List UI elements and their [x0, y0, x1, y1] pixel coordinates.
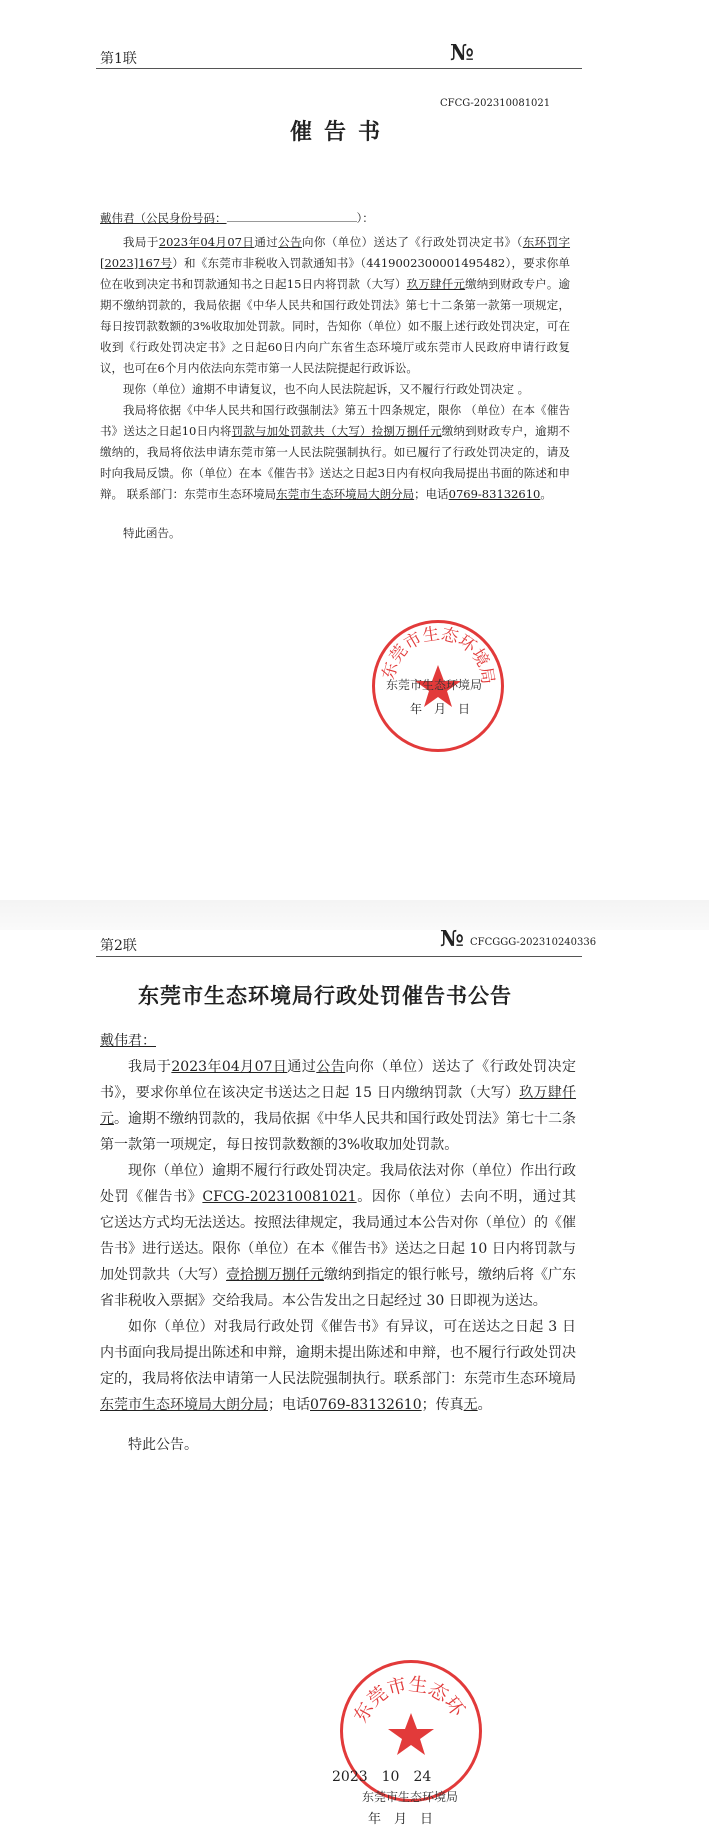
page-title: 催告书 [290, 119, 393, 145]
body-text-1 [100, 232, 570, 544]
fax-number: 无 [463, 1397, 478, 1413]
contact-branch: 东莞市生态环境局大朗分局 [100, 1397, 268, 1413]
closing-line: 特此公告。 [128, 1437, 198, 1453]
page-gap [0, 900, 709, 930]
fine-amount: 玖万肆仟元 [100, 1085, 577, 1127]
date-field: 2023年04月07日 [171, 1059, 288, 1075]
notice-page-1 [0, 0, 709, 900]
sign-date: 年 月 日 [410, 702, 471, 716]
document-code: CFCG-202310081021 [440, 98, 551, 109]
svg-text:东莞市生态环境局: 东莞市生态环境局 [378, 624, 498, 686]
closing-line: 特此函告。 [123, 526, 181, 540]
delivery-method: 公告 [278, 235, 303, 249]
total-amount: 捡捌万捌仟元 [371, 424, 442, 438]
paragraph-3: 如你（单位）对我局行政处罚《催告书》有异议，可在送达之日起 3 日内书面向我局提出陈述和申辩，逾期未提出陈述和申辩，也不履行行政处罚决定的，我局将依法申请第一人民法院强制执行。联系部门：东莞市生态环境局东莞市生态环境局大朗分局；电话0769-83132610；传真无。 [100, 1319, 576, 1413]
number-mark: № [450, 40, 474, 66]
paragraph-2: 现你（单位）逾期不履行行政处罚决定。我局依法对你（单位）作出行政处罚《催告书》CFCG-202310081021。因你（单位）去向不明，通过其它送达方式均无法送达。按照法律规定，我局通过本公告对你（单位）的《催告书》进行送达。限你（单位）在本《催告书》送达之日起 10 日内将罚款与加处罚款共（大写）壹拾捌万捌仟元缴纳到指定的银行帐号，缴纳后将《广东省非税收入票据》交给我局。本公告发出之日起经过 30 日即视为送达。 [100, 1163, 576, 1309]
addressee: 戴伟君（公民身份号码： [100, 211, 227, 225]
serial-label: 第2联 [100, 938, 137, 954]
delivery-method: 公告 [316, 1059, 346, 1075]
addressee-end: ）： [356, 211, 374, 225]
sign-date: 年 月 日 [368, 1812, 434, 1827]
contact-phone: 0769-83132610 [448, 487, 541, 501]
contact-phone: 0769-83132610 [310, 1397, 422, 1413]
seal-overprint: 东莞市生态环境局 [362, 1790, 459, 1804]
notice-page-2 [0, 926, 709, 1834]
paragraph-2: 现你（单位）逾期不申请复议，也不向人民法院起诉，又不履行行政处罚决定 。 [123, 382, 530, 396]
decision-number: 东环罚字[2023]167号 [100, 235, 571, 270]
paragraph-3: 我局将依据《中华人民共和国行政强制法》第五十四条规定，限你 （单位）在本《催告书》送达之日起10日内将罚款与加处罚款共（大写）捡捌万捌仟元缴纳到财政专户，逾期不缴纳的，我局将依法申请东莞市第一人民法院强制执行。如已履行了行政处罚决定的，请及时向我局反馈。你（单位）在本《催告书》送达之日起3日内有权向我局提出书面的陈述和申辩。 联系部门：东莞市生态环境局东莞市生态环境局大朗分局；电话0769-83132610。 [100, 403, 571, 501]
total-amount: 壹拾捌万捌仟元 [226, 1267, 324, 1283]
contact-branch: 东莞市生态环境局大朗分局 [276, 487, 415, 501]
addressee: 戴伟君： [100, 1033, 156, 1049]
fine-amount: 玖万肆仟元 [406, 277, 466, 291]
date-field: 2023年04月07日 [158, 235, 255, 249]
page-title: 东莞市生态环境局行政处罚催告书公告 [138, 983, 512, 1008]
document-code: CFCGGG-202310240336 [470, 937, 597, 948]
serial-label: 第1联 [100, 51, 137, 67]
paragraph-1: 我局于2023年04月07日通过公告向你（单位）送达了《行政处罚决定书》，要求你单位在该决定书送达之日起 15 日内缴纳罚款（大写）玖万肆仟元。逾期不缴纳罚款的，我局依据《中华人民共和国行政处罚法》第七十二条第一款第一项规定，每日按罚款数额的3%收取加处罚款。 [100, 1059, 577, 1153]
sign-date-value: 2023 10 24 [332, 1769, 432, 1785]
notice-code: CFCG-202310081021 [202, 1189, 357, 1205]
addressee-line [100, 208, 570, 229]
paragraph-1: 我局于2023年04月07日通过公告向你（单位）送达了《行政处罚决定书》（东环罚字[2023]167号）和《东莞市非税收入罚款通知书》（4419002300001495482），要求你单位在收到决定书和罚款通知书之日起15日内将罚款（大写）玖万肆仟元缴纳到财政专户。逾期不缴纳罚款的，我局依据《中华人民共和国行政处罚法》第七十二条第一款第一项规定，每日按罚款数额的3%收取加处罚款。同时，告知你（单位）如不服上述行政处罚决定，可在收到《行政处罚决定书》之日起60日内向广东省生态环境厅或东莞市人民政府申请行政复议，也可在6个月内依法向东莞市第一人民法院提起行政诉讼。 [100, 235, 571, 375]
number-mark: № [440, 926, 464, 952]
header-rule [96, 956, 582, 957]
svg-text:东莞市生态环: 东莞市生态环 [349, 1673, 469, 1727]
seal-overprint: 东莞市生态环境局 [386, 678, 483, 692]
body-text-2 [100, 1028, 576, 1458]
header-rule [96, 68, 582, 69]
